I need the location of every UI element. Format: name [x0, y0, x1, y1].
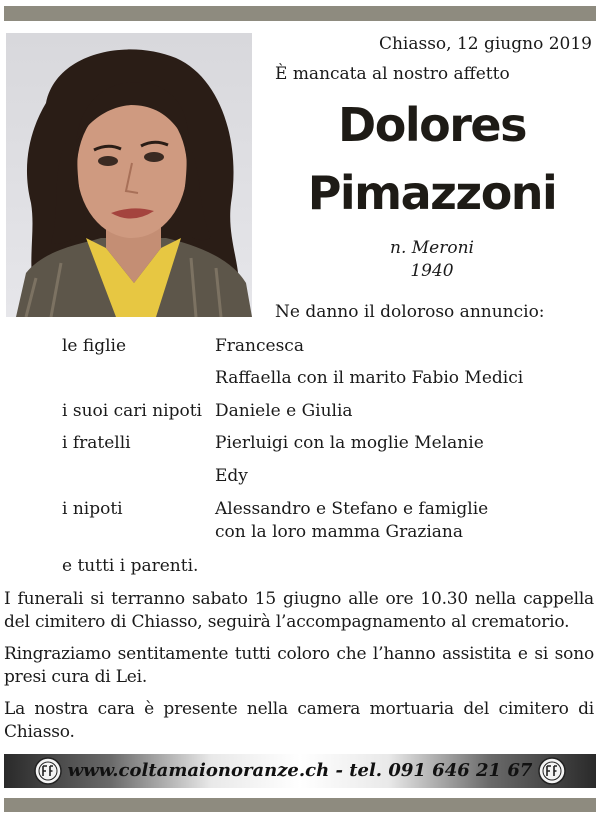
birth-year: 1940	[410, 261, 454, 281]
thanks-paragraph: Ringraziamo sentitamente tutti coloro che l’hanno assistita e si sono presi cura di Lei.	[4, 644, 594, 687]
contact-line[interactable]: www.coltamaionoranze.ch - tel. 091 646 21 67	[67, 760, 533, 781]
publication-date: Chiasso, 12 giugno 2019	[378, 34, 592, 54]
top-border-bar	[4, 6, 596, 21]
relative-name: Raffaella con il marito Fabio Medici	[215, 368, 524, 388]
maiden-name: n. Meroni	[390, 238, 474, 258]
portrait-photo	[6, 33, 252, 317]
bottom-border-bar	[4, 798, 596, 812]
footer-banner	[4, 754, 596, 788]
relative-label: le figlie	[62, 336, 127, 356]
funeral-paragraph: I funerali si terranno sabato 15 giugno alle ore 10.30 nella cappella del cimitero di Chiasso, seguirà l’accompagnamento al crematorio.	[4, 589, 594, 632]
relative-name: con la loro mamma Graziana	[215, 522, 464, 542]
relative-name: Francesca	[215, 336, 304, 356]
relative-name: Edy	[215, 466, 248, 486]
relative-label: i suoi cari nipoti	[62, 401, 202, 421]
closing-relatives-line: e tutti i parenti.	[62, 556, 199, 576]
relative-name: Pierluigi con la moglie Melanie	[215, 433, 484, 453]
relative-name: Alessandro e Stefano e famiglie	[215, 499, 489, 519]
deceased-first-name: Dolores	[338, 98, 526, 152]
relative-label: i fratelli	[62, 433, 131, 453]
deceased-last-name: Pimazzoni	[307, 166, 557, 220]
announcement-line: Ne danno il doloroso annuncio:	[275, 302, 545, 322]
relative-name: Daniele e Giulia	[215, 401, 353, 421]
relative-label: i nipoti	[62, 499, 123, 519]
intro-line: È mancata al nostro affetto	[275, 64, 510, 84]
funeral-home-emblem-icon	[538, 757, 566, 785]
viewing-paragraph: La nostra cara è presente nella camera mortuaria del cimitero di Chiasso.	[4, 699, 594, 742]
